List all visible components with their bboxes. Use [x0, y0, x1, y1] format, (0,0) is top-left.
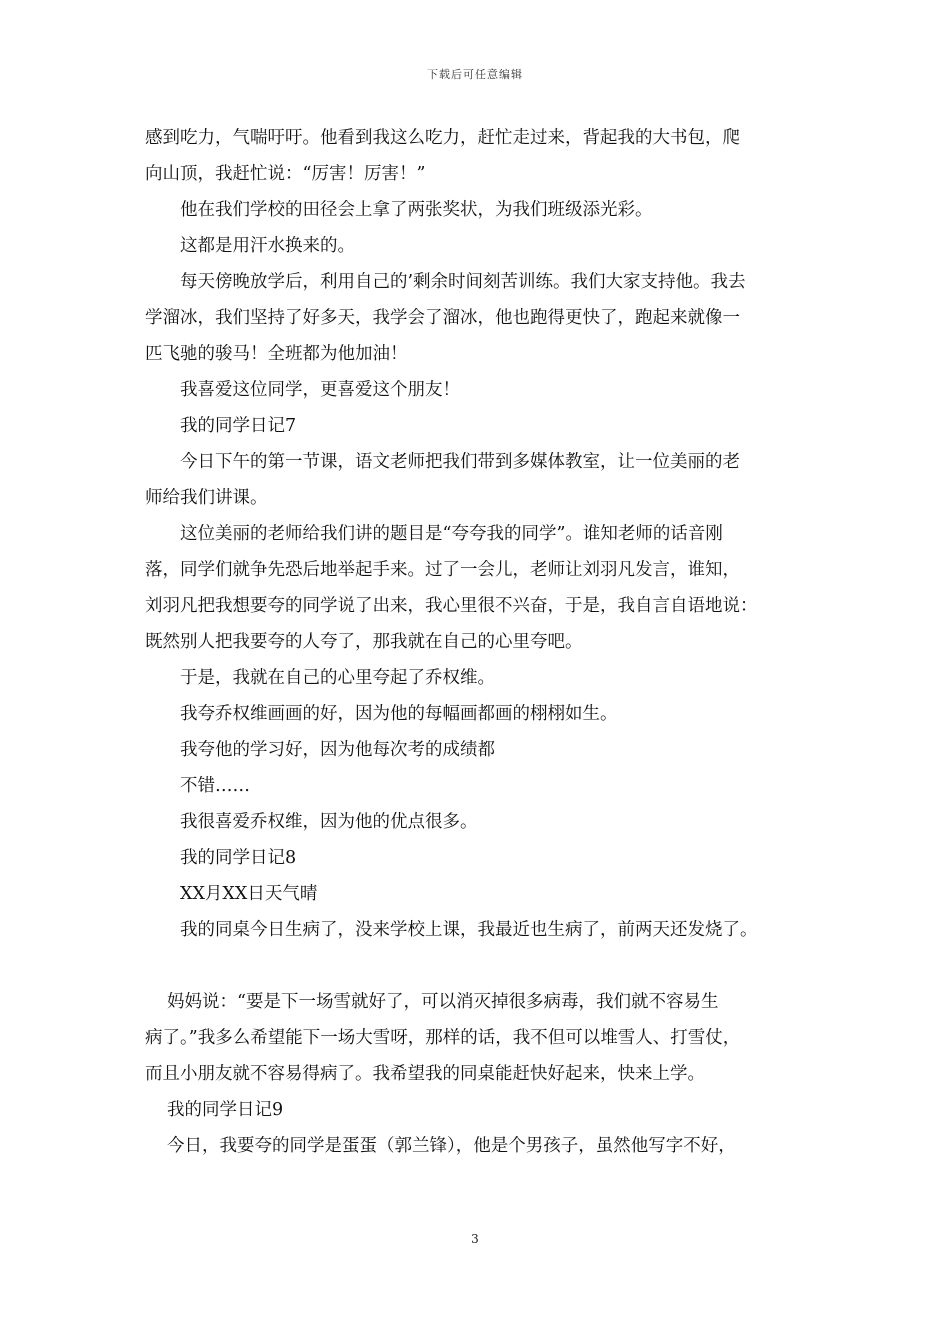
page-number: 3	[471, 1232, 479, 1246]
text-line: 匹飞驰的骏马！全班都为他加油！	[145, 344, 408, 364]
text-line: 感到吃力，气喘吁吁。他看到我这么吃力，赶忙走过来，背起我的大书包，爬	[145, 128, 740, 148]
text-line: 这都是用汗水换来的。	[180, 236, 355, 256]
text-line: 而且小朋友就不容易得病了。我希望我的同桌能赶快好起来，快来上学。	[145, 1064, 705, 1084]
text-line: 今日下午的第一节课，语文老师把我们带到多媒体教室，让一位美丽的老	[180, 452, 740, 472]
text-line: 师给我们讲课。	[145, 488, 268, 508]
text-line: 既然别人把我要夸的人夸了，那我就在自己的心里夸吧。	[145, 632, 583, 652]
text-line: 落，同学们就争先恐后地举起手来。过了一会儿，老师让刘羽凡发言，谁知，	[145, 560, 740, 580]
text-line: 这位美丽的老师给我们讲的题目是“夸夸我的同学”。谁知老师的话音刚	[180, 524, 723, 544]
page-header: 下载后可任意编辑	[427, 68, 523, 81]
text-line: 每天傍晚放学后，利用自己的’剩余时间刻苦训练。我们大家支持他。我去	[180, 272, 746, 292]
section-heading: 我的同学日记9	[167, 1100, 284, 1120]
text-line: 我的同桌今日生病了，没来学校上课，我最近也生病了，前两天还发烧了。	[180, 920, 758, 940]
text-line: 他在我们学校的田径会上拿了两张奖状，为我们班级添光彩。	[180, 200, 653, 220]
document-body	[145, 120, 813, 1164]
text-line: 今日，我要夸的同学是蛋蛋（郭兰锋），他是个男孩子，虽然他写字不好，	[167, 1136, 736, 1156]
text-line: 我喜爱这位同学，更喜爱这个朋友！	[180, 380, 460, 400]
paragraph-gap	[145, 948, 813, 984]
text-line: 不错……	[180, 776, 250, 796]
text-line: 刘羽凡把我想要夸的同学说了出来，我心里很不兴奋，于是，我自言自语地说：	[145, 596, 758, 616]
text-line: 我很喜爱乔权维，因为他的优点很多。	[180, 812, 478, 832]
text-line: 妈妈说：“要是下一场雪就好了，可以消灭掉很多病毒，我们就不容易生	[167, 992, 719, 1012]
text-line: 向山顶，我赶忙说：“厉害！厉害！”	[145, 164, 426, 184]
text-line: 我夸乔权维画画的好，因为他的每幅画都画的栩栩如生。	[180, 704, 618, 724]
section-heading: 我的同学日记7	[180, 416, 297, 436]
text-line: 我夸他的学习好，因为他每次考的成绩都	[180, 740, 495, 760]
section-heading: 我的同学日记8	[180, 848, 297, 868]
text-line: 学溜冰，我们坚持了好多天，我学会了溜冰，他也跑得更快了，跑起来就像一	[145, 308, 740, 328]
text-line: 病了。”我多么希望能下一场大雪呀，那样的话，我不但可以堆雪人、打雪仗，	[145, 1028, 741, 1048]
text-line: 于是，我就在自己的心里夸起了乔权维。	[180, 668, 495, 688]
date-line: XX月XX日天气晴	[180, 884, 318, 904]
